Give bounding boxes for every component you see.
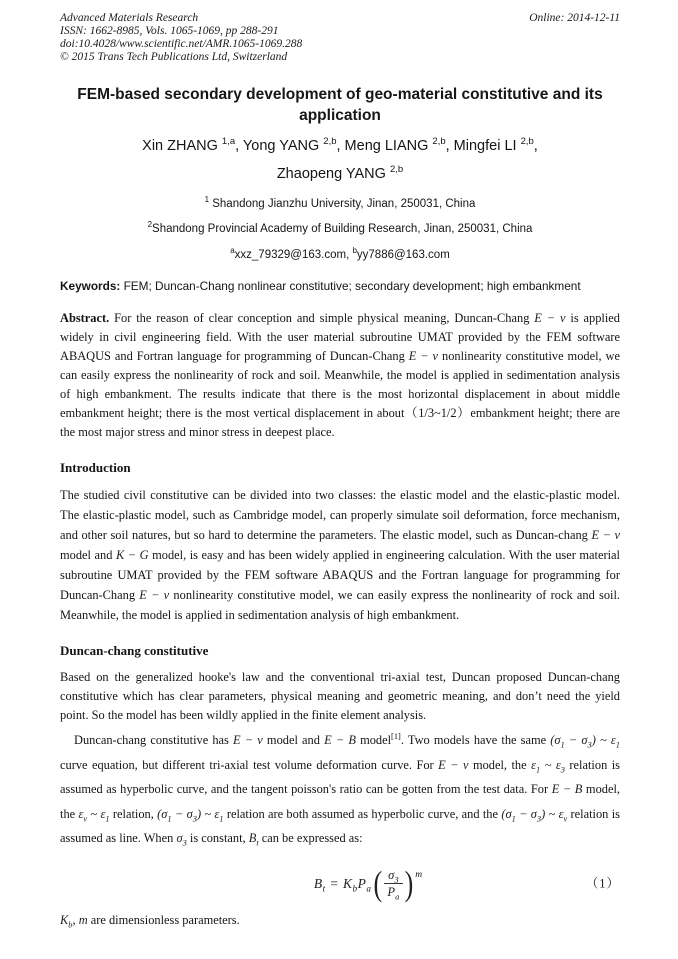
abstract-label: Abstract.	[60, 311, 110, 326]
duncan-chang-paragraph-1: Based on the generalized hooke's law and the conventional tri-axial test, Duncan proposed Duncan-chang constitutive which has clear parameters, physical meaning and geometric meaning, and don’t need the yield point. So the model has been wildly applied in the finite element analysis.	[60, 670, 620, 723]
keywords-text: FEM; Duncan-Chang nonlinear constitutive; secondary development; high embankment	[120, 279, 581, 294]
authors-line-2: Zhaopeng YANG $^{2,b}$	[276, 163, 404, 182]
equation-fraction	[384, 868, 402, 902]
copyright-line: © 2015 Trans Tech Publications Ltd, Switzerland	[60, 51, 288, 63]
abstract-paragraph	[60, 309, 620, 442]
issn-line: ISSN: 1662-8985, Vols. 1065-1069, pp 288-291	[60, 25, 279, 37]
equation-1-body	[313, 863, 423, 903]
paper-title: FEM-based secondary development of geo-material constitutive and its application	[77, 86, 603, 124]
keywords-label: Keywords:	[60, 279, 121, 294]
affiliation-1: $^1$ Shandong Jianzhu University, Jinan, 250031, China	[204, 194, 476, 210]
authors-line-1: Xin ZHANG $^{1,a}$, Yong YANG $^{2,b}$, Meng LIANG $^{2,b}$, Mingfei LI $^{2,b}$,	[142, 136, 538, 154]
doi-line: doi:10.4028/www.scientific.net/AMR.1065-1069.288	[60, 38, 303, 50]
keywords-line	[60, 279, 620, 294]
authors-block	[60, 130, 620, 186]
equation-open-paren: (	[373, 863, 383, 903]
equation-lhs: $B_t = K_bP_a$	[313, 875, 372, 894]
equation-1	[60, 861, 620, 907]
author-emails: $^a$xxz_79329@163.com, $^b$yy7886@163.com	[230, 246, 450, 262]
equation-exponent: m	[415, 870, 423, 881]
journal-title: Advanced Materials Research	[60, 12, 199, 24]
equation-fraction-denominator: $P_a$	[387, 885, 400, 902]
parameters-note: $K_b$, m are dimensionless parameters.	[60, 912, 240, 930]
duncan-chang-paragraph-2: Duncan-chang constitutive has E − v model and E − B model[1]. Two models have the same $(\sigma_1 - \sigma_3)$ ~ $\varepsilon_1$ curve equation, but different tri-axial test volume deformation curve. For E − v model, the $\varepsilon_1$ ~ $\varepsilon_3$ relation is assumed as hyperbolic curve, and the tangent poisson's ratio can be gotten from the test data. For E − B model, the $\varepsilon_v$ ~ $\varepsilon_1$ relation, $(\sigma_1 - \sigma_3)$ ~ $\varepsilon_1$ relation are both assumed as hyperbolic curve, and the $(\sigma_1 - \sigma_3)$ ~ $\varepsilon_v$ relation is assumed as line. When $\sigma_3$ is constant, $B_t$ can be expressed as:	[60, 731, 621, 848]
introduction-paragraph: The studied civil constitutive can be divided into two classes: the elastic model and the elastic-plastic model. The elastic-plastic model, such as Cambridge model, can properly simulate soil deformation, force mechanism, and other soil natures, but so hard to determine the parameters. The elastic model, such as Duncan-chang E − v model and K − G model, is easy and has been widely applied in engineering calculation. With the user material subroutine UMAT provided by the FEM software ABAQUS and the Fortran language for programming for Duncan-Chang E − v nonlinearity constitutive model, we can easily express the nonlinearity of rock and soil. Meanwhile, the model is applied in sedimentation analysis of high embankment.	[60, 488, 621, 623]
section-heading-introduction: Introduction	[60, 460, 131, 476]
equation-fraction-numerator: $\sigma_3$	[384, 868, 402, 884]
affiliations-block	[60, 189, 620, 266]
equation-close-paren: )	[404, 863, 414, 903]
affiliation-2: $^2$Shandong Provincial Academy of Building Research, Jinan, 250031, China	[147, 220, 533, 236]
abstract-text: For the reason of clear conception and simple physical meaning, Duncan-Chang E − v is applied widely in civil engineering field. With the user material subroutine UMAT provided by the FEM software ABAQUS and Fortran language for programming of Duncan-Chang E − v nonlinearity constitutive model, we can easily express the nonlinearity of rock and soil. Meanwhile, the model is applied in sedimentation analysis of high embankment. The results indicate that there is the most horizontal displacement in about middle embankment height; there is the most vertical displacement in about（1/3~1/2）embankment height; there are the most major stress and minor stress in deepest place.	[60, 311, 621, 440]
online-date: Online: 2014-12-11	[529, 12, 620, 24]
equation-number: （1）	[585, 876, 620, 891]
journal-header	[60, 12, 620, 64]
section-heading-duncan-chang: Duncan-chang constitutive	[60, 643, 209, 659]
